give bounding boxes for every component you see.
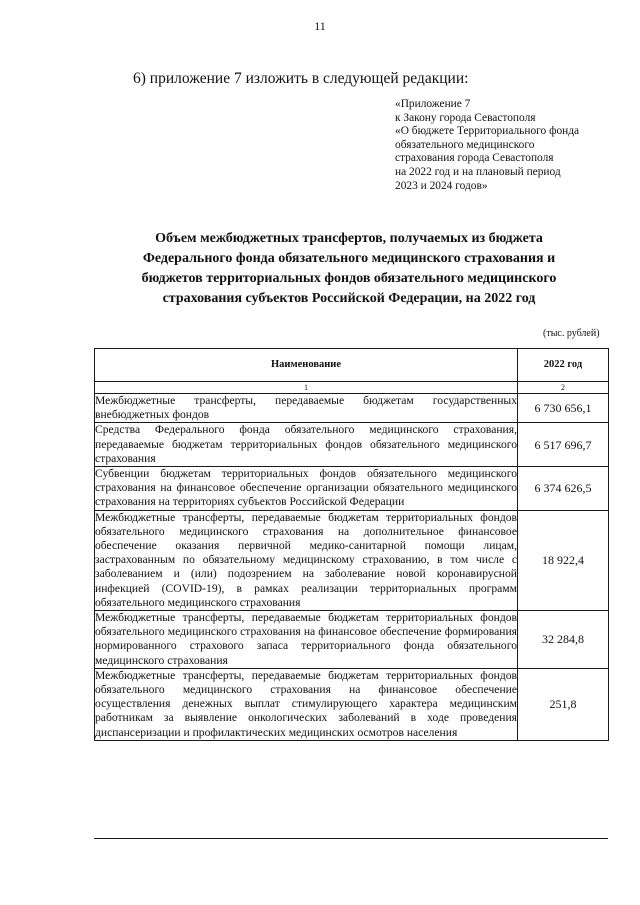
row-value: 6 374 626,5 (518, 467, 609, 511)
appendix-reference (395, 98, 579, 193)
row-name: Межбюджетные трансферты, передаваемые бюджетам территориальных фондов обязательного медицинского страхования на дополнительное финансовое обеспечение оказания первичной медико-санитарной помощи лицам, застрахованным по обязательному медицинскому страхованию, в том числе с заболеванием и (или) подозрением на заболевание новой коронавирусной инфекцией (COVID-19), в рамках реализации территориальных программ обязательного медицинского страхования (95, 510, 517, 609)
title-line: страхования субъектов Российской Федерации, на 2022 год (162, 291, 536, 306)
row-value: 18 922,4 (518, 510, 609, 610)
title-line: Объем межбюджетных трансфертов, получаемых из бюджета (155, 231, 543, 246)
appendix-line: 2023 и 2024 годов» (395, 179, 488, 192)
appendix-line: «О бюджете Территориального фонда (395, 125, 580, 138)
row-name: Межбюджетные трансферты, передаваемые бюджетам территориальных фондов обязательного медицинского страхования на финансовое обеспечение осуществления денежных выплат стимулирующего характера медицинским работникам за выявление онкологических заболеваний в ходе проведения диспансеризации и профилактических медицинских осмотров населения (95, 668, 517, 739)
table-row (95, 611, 609, 669)
column-number-1: 1 (95, 382, 518, 394)
page-number: 11 (314, 19, 326, 33)
table-row (95, 394, 609, 423)
row-name: Средства Федерального фонда обязательного медицинского страхования, передаваемые бюджетам территориальных фондов обязательного медицинского страхования (95, 423, 517, 465)
row-name: Межбюджетные трансферты, передаваемые бюджетам территориальных фондов обязательного медицинского страхования на финансовое обеспечение формирования нормированного страхового запаса территориального фонда обязательного медицинского страхования (95, 611, 517, 667)
column-number-row (95, 382, 609, 394)
row-value: 32 284,8 (518, 611, 609, 669)
appendix-line: обязательного медицинского (395, 138, 535, 151)
appendix-line: к Закону города Севастополя (395, 111, 536, 124)
table-bottom-rule (94, 838, 608, 839)
row-value: 6 517 696,7 (518, 423, 609, 467)
table-row (95, 510, 609, 610)
row-value: 251,8 (518, 668, 609, 740)
header-year: 2022 год (518, 349, 609, 382)
table-row (95, 467, 609, 511)
title-line: бюджетов территориальных фондов обязательного медицинского (141, 271, 557, 286)
units-label: (тыс. рублей) (543, 328, 600, 339)
appendix-line: страхования города Севастополя (395, 152, 554, 165)
title-line: Федерального фонда обязательного медицинского страхования и (142, 251, 556, 266)
table-row (95, 668, 609, 740)
appendix-line: «Приложение 7 (395, 98, 471, 110)
column-number-2: 2 (518, 382, 609, 394)
table-header-row (95, 349, 609, 382)
transfers-table (94, 348, 609, 741)
header-name: Наименование (95, 349, 518, 382)
row-name: Субвенции бюджетам территориальных фондов обязательного медицинского страхования на финансовое обеспечение организации обязательного медицинского страхования на территориях субъектов Российской Федерации (95, 467, 517, 509)
row-value: 6 730 656,1 (518, 394, 609, 423)
row-name: Межбюджетные трансферты, передаваемые бюджетам государственных внебюджетных фондов (95, 394, 517, 422)
table-row (95, 423, 609, 467)
appendix-line: на 2022 год и на плановый период (395, 165, 561, 178)
intro-paragraph: 6) приложение 7 изложить в следующей редакции: (133, 70, 469, 87)
document-title (100, 229, 598, 309)
